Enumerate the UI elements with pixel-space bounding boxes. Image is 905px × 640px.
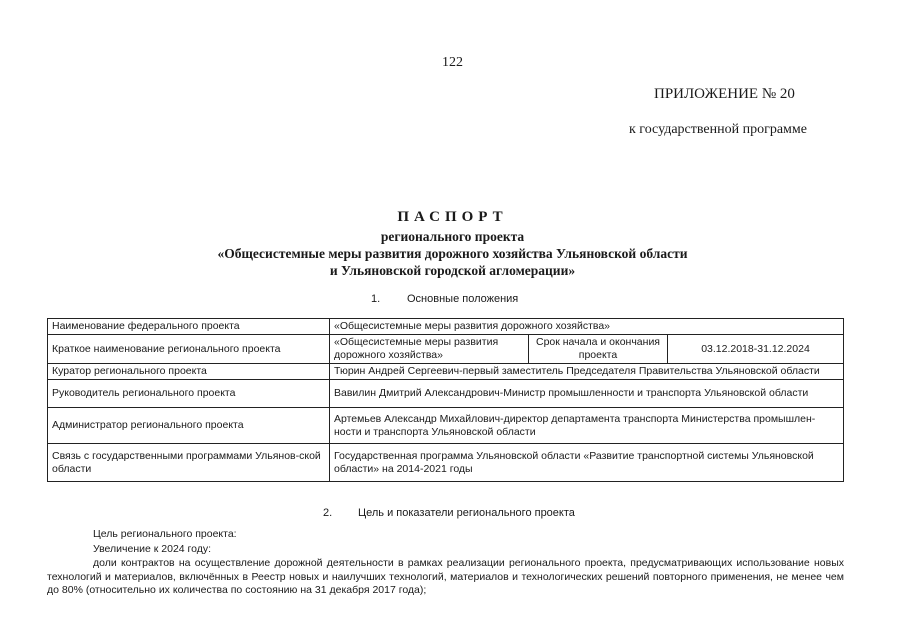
goal-increase: Увеличение к 2024 году: xyxy=(93,543,212,555)
row-label: Руководитель регионального проекта xyxy=(48,380,330,408)
row-value: Артемьев Александр Михайлович-директор департамента транспорта Министерства промышлен-ности и транспорта Ульяновской области xyxy=(330,408,844,444)
page-number: 122 xyxy=(442,55,463,70)
row-value: Тюрин Андрей Сергеевич-первый заместитель Председателя Правительства Ульяновской области xyxy=(330,364,844,380)
row-value: «Общесистемные меры развития дорожного хозяйства» xyxy=(330,319,844,335)
passport-subtitle-line2: «Общесистемные меры развития дорожного хозяйства Ульяновской области xyxy=(217,246,688,261)
row-label: Администратор регионального проекта xyxy=(48,408,330,444)
section-heading-basic xyxy=(371,293,518,305)
section-title: Основные положения xyxy=(407,293,519,305)
table-row xyxy=(48,380,844,408)
row-label: Краткое наименование регионального проекта xyxy=(48,335,330,364)
row-value: Вавилин Дмитрий Александрович-Министр промышленности и транспорта Ульяновской области xyxy=(330,380,844,408)
row-label: Куратор регионального проекта xyxy=(48,364,330,380)
passport-subtitle-line1: регионального проекта xyxy=(380,229,525,244)
goal-label: Цель регионального проекта: xyxy=(93,528,237,540)
passport-title: ПАСПОРТ xyxy=(397,209,508,225)
passport-subtitle-line3: и Ульяновской городской агломерации» xyxy=(329,263,576,278)
section-number: 1. xyxy=(371,293,381,305)
table-row xyxy=(48,364,844,380)
row-label: Наименование федерального проекта xyxy=(48,319,330,335)
main-positions-table xyxy=(47,318,844,482)
table-row xyxy=(48,444,844,482)
term-label: Срок начала и окончания проекта xyxy=(529,335,668,364)
goal-paragraph: доли контрактов на осуществление дорожной деятельности в рамках реализации регионального проекта, предусматривающих использование новых технологий и материалов, включённых в Реестр новых и наилучших технологий, материалов и технологических решений повторного применения, не менее чем до 80% (относительно их количества по состоянию на 31 декабря 2017 года); xyxy=(47,557,844,596)
row-label: Связь с государственными программами Ульянов-ской области xyxy=(48,444,330,482)
row-value: Государственная программа Ульяновской области «Развитие транспортной системы Ульяновской области» на 2014-2021 годы xyxy=(330,444,844,482)
table-row xyxy=(48,319,844,335)
section-heading-goals xyxy=(323,507,575,519)
appendix-title: ПРИЛОЖЕНИЕ № 20 xyxy=(654,86,795,102)
section-number: 2. xyxy=(323,507,333,519)
row-value: «Общесистемные меры развития дорожного хозяйства» xyxy=(330,335,529,364)
section-title: Цель и показатели регионального проекта xyxy=(358,507,575,519)
table-row xyxy=(48,335,844,364)
appendix-subtitle: к государственной программе xyxy=(629,122,807,137)
term-value: 03.12.2018-31.12.2024 xyxy=(668,335,844,364)
table-row xyxy=(48,408,844,444)
